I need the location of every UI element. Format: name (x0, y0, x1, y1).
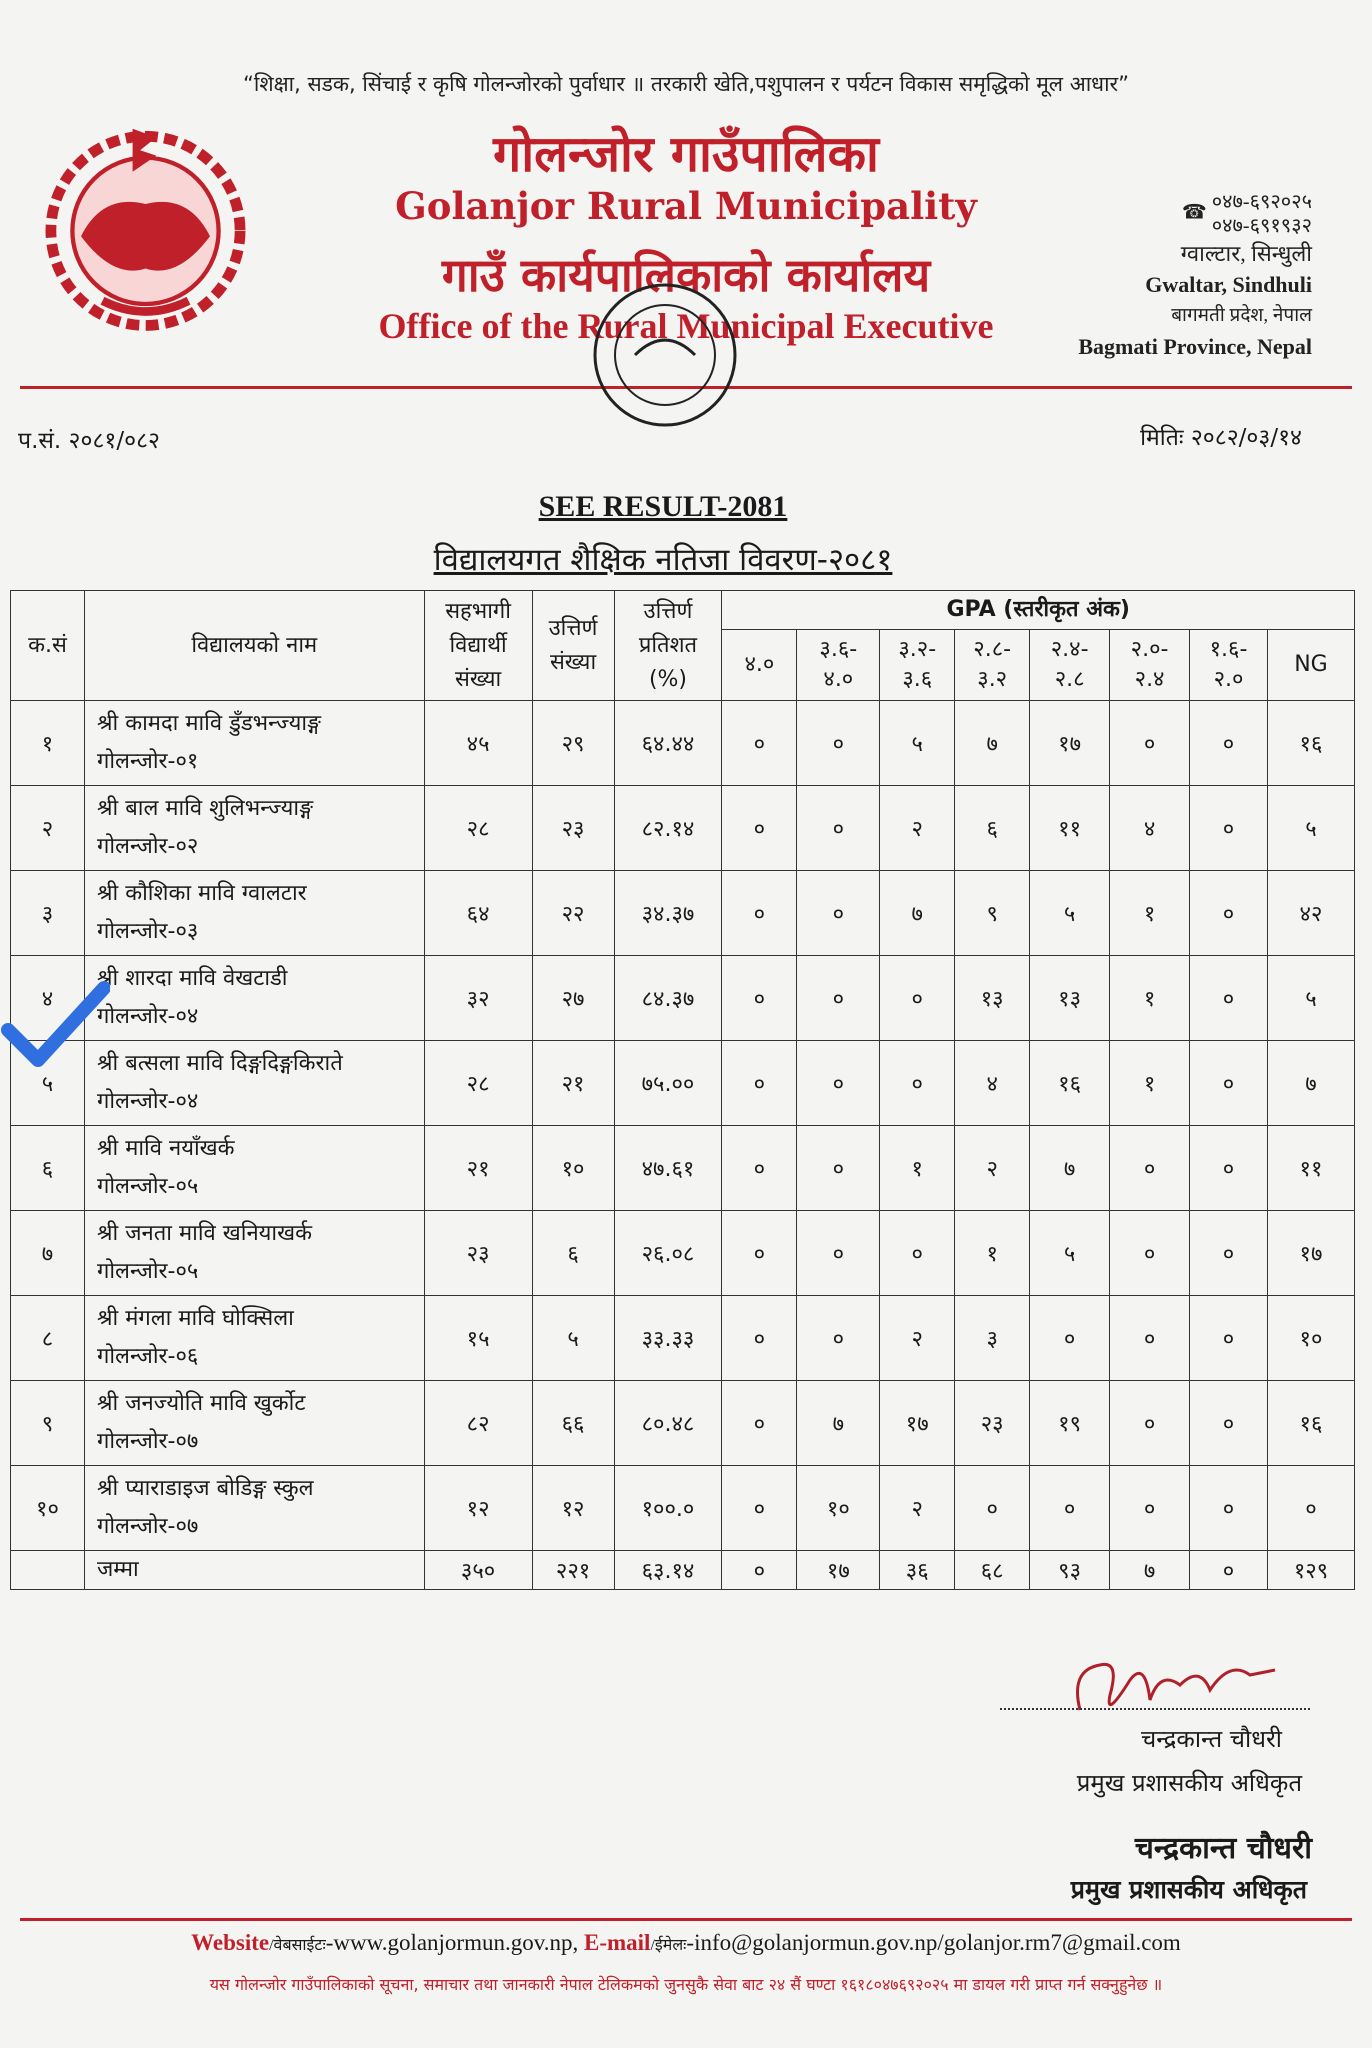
row-percent: २६.०८ (614, 1211, 722, 1296)
row-passed: २१ (532, 1041, 614, 1126)
row-gpa-value: ० (722, 701, 797, 786)
row-gpa-value: ५ (1267, 786, 1354, 871)
row-school (84, 956, 424, 1041)
header-percent: उत्तिर्ण प्रतिशत (%) (614, 591, 722, 701)
row-gpa-value: ७ (1267, 1041, 1354, 1126)
row-gpa-value: १३ (955, 956, 1030, 1041)
school-ward: गोलन्जोर-०७ (96, 1429, 199, 1454)
row-sn: ५ (11, 1041, 85, 1126)
row-passed: १० (532, 1126, 614, 1211)
table-row (11, 956, 1355, 1041)
school-name: श्री शारदा मावि वेखटाडी (96, 966, 288, 991)
footer-contact (0, 1930, 1372, 1956)
row-gpa-value: ३ (955, 1296, 1030, 1381)
signer-name: चन्द्रकान्त चौधरी (1141, 1725, 1282, 1753)
row-percent: ४७.६१ (614, 1126, 722, 1211)
row-gpa-value: ११ (1030, 786, 1110, 871)
row-percent: १००.० (614, 1466, 722, 1551)
header-gpa-col: ३.६- ४.० (797, 630, 880, 701)
row-sn: १ (11, 701, 85, 786)
total-label: जम्मा (84, 1551, 424, 1590)
row-gpa-value: ५ (880, 701, 955, 786)
header-sn: क.सं (11, 591, 85, 701)
row-gpa-value: ० (880, 1041, 955, 1126)
slogan: “शिक्षा, सडक, सिंचाई र कृषि गोलन्जोरको पुर्वाधार ॥ तरकारी खेति,पशुपालन र पर्यटन विकास समृद्धिको मूल आधार” (243, 72, 1129, 96)
municipality-name-np: गोलन्जोर गाउँपालिका (493, 125, 879, 183)
row-passed: २९ (532, 701, 614, 786)
total-percent: ६३.१४ (614, 1551, 722, 1590)
row-gpa-value: ० (722, 1466, 797, 1551)
province-np: बागमती प्रदेश, नेपाल (1171, 305, 1312, 326)
row-school (84, 1211, 424, 1296)
result-subtitle: विद्यालयगत शैक्षिक नतिजा विवरण-२०८१ (433, 542, 893, 578)
row-gpa-value: ७ (1030, 1126, 1110, 1211)
row-gpa-value: १० (1267, 1296, 1354, 1381)
row-gpa-value: ५ (1030, 1211, 1110, 1296)
header-passed: उत्तिर्ण संख्या (532, 591, 614, 701)
results-body (11, 701, 1355, 1590)
row-gpa-value: २ (955, 1126, 1030, 1211)
footer-rule (20, 1918, 1352, 1921)
row-gpa-value: ० (1190, 871, 1268, 956)
row-gpa-value: ० (1030, 1466, 1110, 1551)
row-gpa-value: ० (1110, 1296, 1190, 1381)
row-participants: २८ (424, 1041, 532, 1126)
row-participants: ३२ (424, 956, 532, 1041)
row-school (84, 701, 424, 786)
row-gpa-value: १६ (1030, 1041, 1110, 1126)
row-participants: २३ (424, 1211, 532, 1296)
row-passed: ६६ (532, 1381, 614, 1466)
total-gpa-value: १२९ (1267, 1551, 1354, 1590)
total-row (11, 1551, 1355, 1590)
row-gpa-value: २ (880, 1466, 955, 1551)
row-percent: ३४.३७ (614, 871, 722, 956)
province-en: Bagmati Province, Nepal (1078, 334, 1312, 359)
school-ward: गोलन्जोर-०२ (96, 834, 199, 859)
row-gpa-value: ७ (797, 1381, 880, 1466)
table-row (11, 701, 1355, 786)
row-gpa-value: १० (797, 1466, 880, 1551)
table-row (11, 871, 1355, 956)
row-gpa-value: १ (955, 1211, 1030, 1296)
row-gpa-value: ० (1190, 786, 1268, 871)
school-name: श्री जनज्योति मावि खुर्कोट (96, 1391, 306, 1416)
row-percent: ३३.३३ (614, 1296, 722, 1381)
row-sn: ४ (11, 956, 85, 1041)
total-participants: ३५० (424, 1551, 532, 1590)
row-gpa-value: १७ (880, 1381, 955, 1466)
table-row (11, 1381, 1355, 1466)
header-gpa: GPA (स्तरीकृत अंक) (722, 591, 1355, 630)
school-ward: गोलन्जोर-०५ (96, 1259, 199, 1284)
header-school: विद्यालयको नाम (84, 591, 424, 701)
row-school (84, 1381, 424, 1466)
total-gpa-value: ७ (1110, 1551, 1190, 1590)
row-percent: ८०.४८ (614, 1381, 722, 1466)
reference-number: प.सं. २०८१/०८२ (18, 428, 161, 454)
email-link[interactable]: -info@golanjormun.gov.np/golanjor.rm7@gmail.com (686, 1930, 1181, 1955)
total-gpa-value: ० (722, 1551, 797, 1590)
row-gpa-value: १७ (1030, 701, 1110, 786)
row-school (84, 1041, 424, 1126)
row-gpa-value: ० (797, 1126, 880, 1211)
row-percent: ६४.४४ (614, 701, 722, 786)
row-sn: ७ (11, 1211, 85, 1296)
row-gpa-value: ० (955, 1466, 1030, 1551)
header-participants: सहभागी विद्यार्थी संख्या (424, 591, 532, 701)
total-passed: २२१ (532, 1551, 614, 1590)
total-gpa-value: ० (1190, 1551, 1268, 1590)
row-school (84, 871, 424, 956)
row-gpa-value: ० (1190, 1381, 1268, 1466)
address-np: ग्वाल्टार, सिन्धुली (1180, 241, 1312, 266)
total-gpa-value: ६८ (955, 1551, 1030, 1590)
row-passed: ५ (532, 1296, 614, 1381)
website-label-np: /वेबसाईटः (269, 1937, 326, 1954)
row-gpa-value: ० (1190, 956, 1268, 1041)
row-gpa-value: ० (722, 1041, 797, 1126)
row-sn: ३ (11, 871, 85, 956)
row-gpa-value: ५ (1267, 956, 1354, 1041)
row-gpa-value: ० (1190, 1211, 1268, 1296)
row-percent: ८४.३७ (614, 956, 722, 1041)
school-name: श्री कामदा मावि डुँडभन्ज्याङ्ग (96, 711, 321, 736)
header-gpa-col: १.६- २.० (1190, 630, 1268, 701)
table-row (11, 1126, 1355, 1211)
checkmark-icon (0, 980, 110, 1070)
header-gpa-col: २.८- ३.२ (955, 630, 1030, 701)
row-sn: १० (11, 1466, 85, 1551)
row-participants: १५ (424, 1296, 532, 1381)
row-gpa-value: ७ (880, 871, 955, 956)
row-gpa-value: ० (797, 1211, 880, 1296)
contact-block (1078, 190, 1312, 362)
website-label: Website (191, 1930, 270, 1955)
email-label: E-mail (584, 1930, 651, 1955)
total-gpa-value: ३६ (880, 1551, 955, 1590)
row-gpa-value: ० (1190, 1126, 1268, 1211)
row-gpa-value: ० (880, 956, 955, 1041)
row-gpa-value: ११ (1267, 1126, 1354, 1211)
row-participants: ६४ (424, 871, 532, 956)
table-row (11, 1466, 1355, 1551)
row-gpa-value: ० (1110, 1211, 1190, 1296)
municipality-name-en: Golanjor Rural Municipality (395, 184, 977, 228)
row-gpa-value: ० (1110, 701, 1190, 786)
results-table (10, 590, 1355, 1590)
school-ward: गोलन्जोर-०७ (96, 1514, 199, 1539)
school-ward: गोलन्जोर-०४ (96, 1004, 199, 1029)
table-row (11, 1296, 1355, 1381)
school-ward: गोलन्जोर-०४ (96, 1089, 199, 1114)
total-gpa-value: १७ (797, 1551, 880, 1590)
row-gpa-value: ० (797, 1041, 880, 1126)
row-gpa-value: ० (722, 1126, 797, 1211)
row-school (84, 1466, 424, 1551)
document-date: मितिः २०८२/०३/१४ (1140, 425, 1302, 451)
table-row (11, 1041, 1355, 1126)
school-name: श्री कौशिका मावि ग्वालटार (96, 881, 307, 906)
table-row (11, 1211, 1355, 1296)
stamp-name: चन्द्रकान्त चौधरी (1134, 1831, 1312, 1866)
header-gpa-col: NG (1267, 630, 1354, 701)
phone-icon: ☎ (1181, 201, 1207, 224)
row-gpa-value: १६ (1267, 1381, 1354, 1466)
row-gpa-value: ४२ (1267, 871, 1354, 956)
row-gpa-value: ४ (1110, 786, 1190, 871)
row-sn: ८ (11, 1296, 85, 1381)
row-gpa-value: ० (880, 1211, 955, 1296)
row-passed: २२ (532, 871, 614, 956)
table-row (11, 786, 1355, 871)
row-percent: ७५.०० (614, 1041, 722, 1126)
row-participants: २८ (424, 786, 532, 871)
header-gpa-col: ४.० (722, 630, 797, 701)
row-gpa-value: ० (1267, 1466, 1354, 1551)
result-title: SEE RESULT-2081 (538, 490, 788, 523)
row-gpa-value: १ (1110, 1041, 1190, 1126)
row-gpa-value: २ (880, 1296, 955, 1381)
row-gpa-value: ० (797, 786, 880, 871)
header-gpa-col: ३.२- ३.६ (880, 630, 955, 701)
school-ward: गोलन्जोर-०६ (96, 1344, 199, 1369)
row-school (84, 786, 424, 871)
school-name: श्री जनता मावि खनियाखर्क (96, 1221, 313, 1246)
row-gpa-value: ० (1190, 1296, 1268, 1381)
row-gpa-value: १३ (1030, 956, 1110, 1041)
school-ward: गोलन्जोर-०१ (96, 749, 199, 774)
school-name: श्री प्याराडाइज बोडिङ्ग स्कुल (96, 1476, 314, 1501)
row-gpa-value: ० (722, 786, 797, 871)
school-name: श्री बत्सला मावि दिङ्गदिङ्गकिराते (96, 1051, 343, 1076)
school-ward: गोलन्जोर-०५ (96, 1174, 199, 1199)
row-school (84, 1126, 424, 1211)
phone-numbers (1078, 190, 1312, 238)
row-gpa-value: ० (722, 1211, 797, 1296)
row-gpa-value: ६ (955, 786, 1030, 871)
row-school (84, 1296, 424, 1381)
website-link[interactable]: -www.golanjormun.gov.np, (325, 1930, 584, 1955)
footer-notice: यस गोलन्जोर गाउँपालिकाको सूचना, समाचार तथा जानकारी नेपाल टेलिकमको जुनसुकै सेवा बाट २४ सैं घण्टा १६१८०४७६९२०२५ मा डायल गरी प्राप्त गर्न सक्नुहुनेछ ॥ (209, 1975, 1163, 1994)
row-passed: २३ (532, 786, 614, 871)
row-gpa-value: १९ (1030, 1381, 1110, 1466)
row-gpa-value: ० (722, 956, 797, 1041)
school-name: श्री बाल मावि शुलिभन्ज्याङ्ग (96, 796, 314, 821)
row-gpa-value: २ (880, 786, 955, 871)
row-gpa-value: १ (880, 1126, 955, 1211)
row-gpa-value: ४ (955, 1041, 1030, 1126)
office-stamp (565, 270, 765, 470)
row-gpa-value: ० (1190, 1041, 1268, 1126)
phone-2: ०४७-६९१९३२ (1211, 215, 1312, 237)
office-name-en: Office of the Rural Municipal Executive (378, 306, 994, 346)
total-gpa-value: ९३ (1030, 1551, 1110, 1590)
school-name: श्री मावि नयाँखर्क (96, 1136, 235, 1161)
row-gpa-value: ० (797, 1296, 880, 1381)
row-passed: १२ (532, 1466, 614, 1551)
row-participants: २१ (424, 1126, 532, 1211)
stamp-designation: प्रमुख प्रशासकीय अधिकृत (1070, 1875, 1307, 1904)
row-gpa-value: २३ (955, 1381, 1030, 1466)
row-gpa-value: १७ (1267, 1211, 1354, 1296)
row-gpa-value: १ (1110, 956, 1190, 1041)
row-gpa-value: ९ (955, 871, 1030, 956)
row-sn: ९ (11, 1381, 85, 1466)
row-gpa-value: ० (1190, 701, 1268, 786)
row-gpa-value: १६ (1267, 701, 1354, 786)
row-participants: ४५ (424, 701, 532, 786)
row-percent: ८२.१४ (614, 786, 722, 871)
row-gpa-value: ० (797, 701, 880, 786)
row-gpa-value: ० (797, 871, 880, 956)
signer-designation: प्रमुख प्रशासकीय अधिकृत (1076, 1769, 1302, 1797)
row-gpa-value: ० (1190, 1466, 1268, 1551)
row-gpa-value: ० (1030, 1296, 1110, 1381)
row-gpa-value: ५ (1030, 871, 1110, 956)
row-sn: ६ (11, 1126, 85, 1211)
address-en: Gwaltar, Sindhuli (1145, 272, 1312, 297)
row-passed: ६ (532, 1211, 614, 1296)
school-name: श्री मंगला मावि घोक्सिला (96, 1306, 294, 1331)
row-passed: २७ (532, 956, 614, 1041)
header-gpa-col: २.४- २.८ (1030, 630, 1110, 701)
row-gpa-value: ० (722, 1381, 797, 1466)
row-gpa-value: ० (1110, 1381, 1190, 1466)
row-gpa-value: ० (797, 956, 880, 1041)
row-gpa-value: ० (1110, 1126, 1190, 1211)
row-gpa-value: १ (1110, 871, 1190, 956)
row-sn: २ (11, 786, 85, 871)
row-gpa-value: ० (1110, 1466, 1190, 1551)
office-name-np: गाउँ कार्यपालिकाको कार्यालय (441, 248, 931, 302)
school-ward: गोलन्जोर-०३ (96, 919, 199, 944)
row-gpa-value: ० (722, 871, 797, 956)
row-gpa-value: ० (722, 1296, 797, 1381)
row-gpa-value: ७ (955, 701, 1030, 786)
signature-line (1000, 1708, 1310, 1710)
header-gpa-col: २.०- २.४ (1110, 630, 1190, 701)
row-participants: ८२ (424, 1381, 532, 1466)
email-label-np: /ईमेलः (650, 1937, 687, 1954)
total-sn (11, 1551, 85, 1590)
phone-1: ०४७-६९२०२५ (1211, 191, 1312, 213)
row-participants: १२ (424, 1466, 532, 1551)
signature-scribble (1060, 1640, 1290, 1730)
